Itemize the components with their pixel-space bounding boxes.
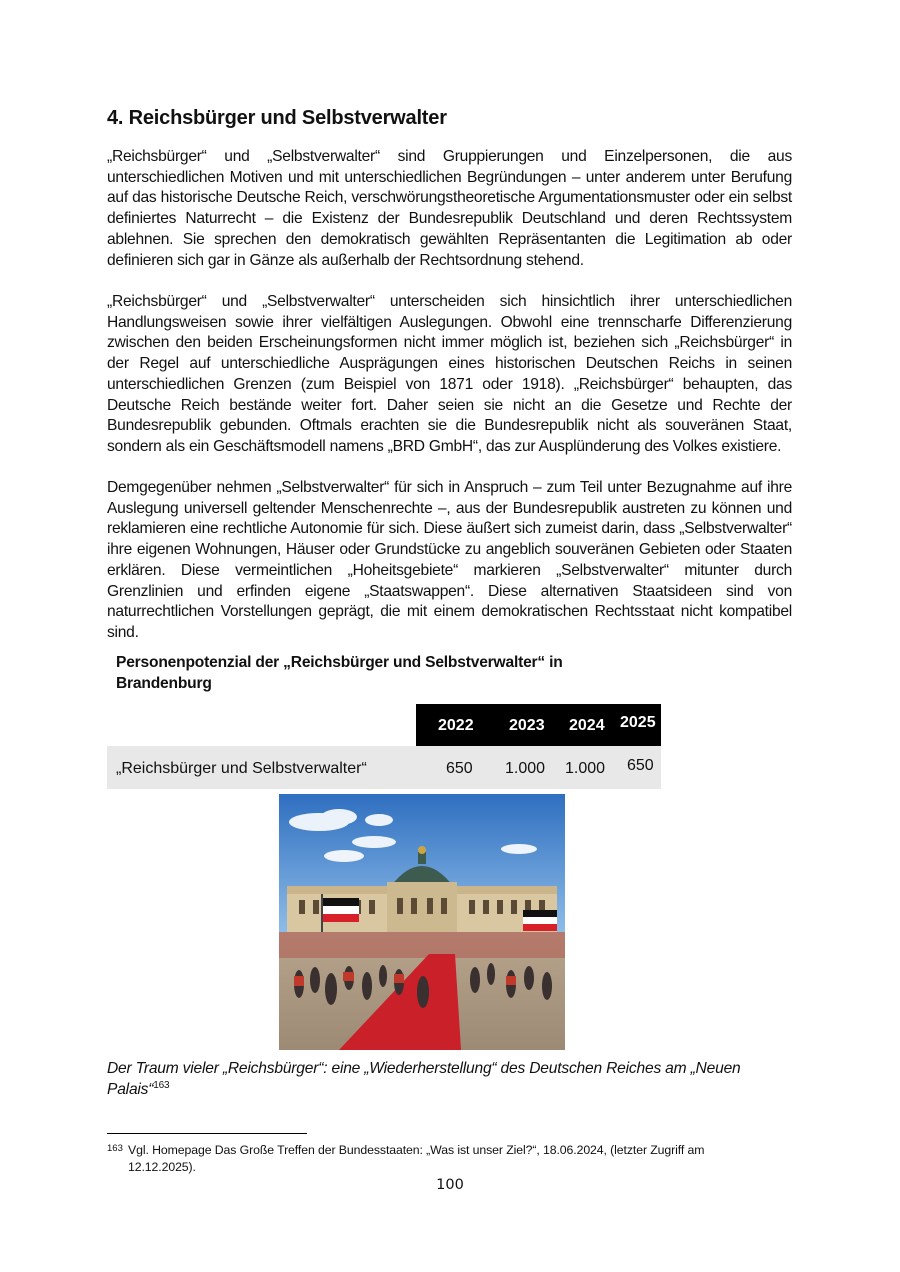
year-header-2025: 2025 (620, 714, 656, 731)
section-heading: 4. Reichsbürger und Selbstverwalter (107, 107, 447, 129)
neues-palais-photo (279, 794, 565, 1050)
footnote-text: Vgl. Homepage Das Große Treffen der Bundesstaaten: „Was ist unser Ziel?“, 18.06.2024, (letzter Zugriff am 12.12.2025). (128, 1143, 705, 1174)
page-number: 100 (436, 1177, 464, 1193)
paragraph-definition: „Reichsbürger“ und „Selbstverwalter“ sind Gruppierungen und Einzelpersonen, die aus unterschiedlichen Motiven und mit unterschiedlichen Begründungen – unter anderem unter Berufung auf das historische Deutsche Reich, verschwörungstheoretische Argumentationsmuster oder ein selbst definiertes Naturrecht – die Existenz der Bundesrepublik Deutschland und deren Rechtssystem ablehnen. Sie sprechen den demokratisch gewählten Repräsentanten die Legitimation ab oder definieren sich gar in Gänze als außerhalb der Rechtsordnung stehend. (107, 148, 792, 269)
value-2023: 1.000 (505, 760, 546, 777)
value-2022: 650 (446, 760, 473, 777)
year-header-2024: 2024 (569, 717, 605, 734)
crowd-band (279, 932, 565, 958)
value-2024: 1.000 (565, 760, 606, 777)
figure-caption (107, 1059, 767, 1100)
year-header-2023: 2023 (509, 717, 545, 734)
row-label: „Reichsbürger und Selbstverwalter“ (116, 760, 367, 777)
table-header-row (416, 704, 661, 746)
figure-caption-text: Der Traum vieler „Reichsbürger“: eine „Wiederherstellung“ des Deutschen Reiches am „Neuen Palais“ (107, 1060, 741, 1098)
paragraph-selbstverwalter: Demgegenüber nehmen „Selbstverwalter“ für sich in Anspruch – zum Teil unter Bezugnahme auf ihre Auslegung universell geltender Menschenrechte –, aus der Bundesrepublik austreten zu können und reklamieren eine rechtliche Autonomie für sich. Diese äußert sich zumeist darin, dass „Selbstverwalter“ ihre eigenen Wohnungen, Häuser oder Grundstücke zu angeblich souveränen Gebieten oder Staaten erklären. Diese vermeintlichen „Hoheitsgebiete“ markieren „Selbstverwalter“ mitunter durch Grenzlinien und erfinden eigene „Staatswappen“. Diese alternativen Staatsideen sind von naturrechtlichen Vorstellungen geprägt, die mit einem demokratischen Rechtsstaat nicht kompatibel sind. (107, 479, 792, 641)
footnote-marker: 163 (153, 1079, 170, 1091)
paragraph-reichsbuerger: „Reichsbürger“ und „Selbstverwalter“ unterscheiden sich hinsichtlich ihrer unterschiedlichen Handlungsweisen sowie ihrer vielfältigen Auslegungen. Obwohl eine trennscharfe Differenzierung zwischen den beiden Erscheinungsformen nicht immer möglich ist, beziehen sich „Reichsbürger“ in der Regel auf unterschiedliche Ausprägungen eines historischen Deutschen Reichs in seinen unterschiedlichen Grenzen (zum Beispiel von 1871 oder 1918). „Reichsbürger“ behaupten, das Deutsche Reich bestände weiter fort. Daher seien sie nicht an die Gesetze und Rechte der Bundesrepublik gebunden. Oftmals erachten sie die Bundesrepublik nicht als souveränen Staat, sondern als ein Geschäftsmodell namens „BRD GmbH“, das zur Ausplünderung des Volkes existiere. (107, 293, 792, 455)
table-row (107, 746, 661, 789)
footnote-divider (107, 1133, 307, 1134)
value-2025: 650 (627, 757, 654, 774)
table-caption: Personenpotenzial der „Reichsbürger und Selbstverwalter“ in Brandenburg (116, 654, 563, 692)
year-header-2022: 2022 (438, 717, 474, 734)
imperial-flag-right (523, 910, 557, 931)
footnote-number: 163 (107, 1143, 123, 1154)
